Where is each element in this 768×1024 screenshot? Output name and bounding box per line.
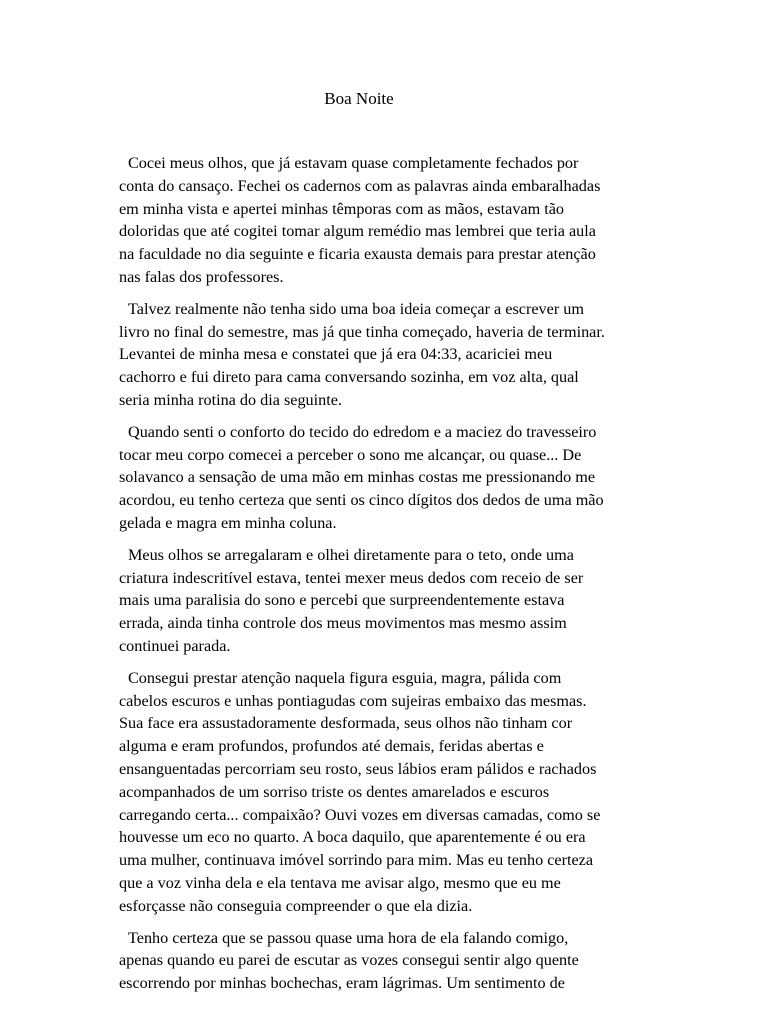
paragraph-line: doloridas que até cogitei tomar algum remédio mas lembrei que teria aula [119, 222, 596, 241]
paragraph-line: cabelos escuros e unhas pontiagudas com sujeiras embaixo das mesmas. [119, 691, 587, 710]
paragraph-line: Tenho certeza que se passou quase uma hora de ela falando comigo, [128, 928, 569, 947]
paragraph-line: criatura indescritível estava, tentei mexer meus dedos com receio de ser [119, 568, 584, 587]
paragraph-line: apenas quando eu parei de escutar as vozes consegui sentir algo quente [119, 951, 579, 970]
paragraph [110, 298, 658, 412]
paragraph-line: errada, ainda tinha controle dos meus movimentos mas mesmo assim [119, 614, 567, 633]
paragraph-line: cachorro e fui direto para cama conversando sozinha, em voz alta, qual [119, 368, 579, 387]
paragraph-line: Levantei de minha mesa e constatei que já era 04:33, acariciei meu [119, 345, 553, 364]
paragraph-line: seria minha rotina do dia seguinte. [119, 390, 342, 409]
paragraph [110, 544, 658, 658]
paragraph-line: carregando certa... compaixão? Ouvi vozes em diversas camadas, como se [119, 805, 601, 824]
paragraph-line: na faculdade no dia seguinte e ficaria exausta demais para prestar atenção [119, 245, 596, 264]
paragraph [110, 927, 658, 995]
paragraph-line: conta do cansaço. Fechei os cadernos com as palavras ainda embaralhadas [119, 176, 601, 195]
paragraph-line: uma mulher, continuava imóvel sorrindo para mim. Mas eu tenho certeza [119, 851, 594, 870]
paragraph-line: continuei parada. [119, 636, 231, 655]
paragraph-line: Talvez realmente não tenha sido uma boa ideia começar a escrever um [128, 299, 584, 318]
paragraph-line: escorrendo por minhas bochechas, eram lágrimas. Um sentimento de [119, 974, 565, 993]
paragraph-line: livro no final do semestre, mas já que tinha começado, haveria de terminar. [119, 322, 605, 341]
paragraph-line: mais uma paralisia do sono e percebi que surpreendentemente estava [119, 591, 565, 610]
paragraph-line: Meus olhos se arregalaram e olhei diretamente para o teto, onde uma [128, 545, 574, 564]
paragraph-line: Sua face era assustadoramente desformada, seus olhos não tinham cor [119, 714, 573, 733]
paragraph [110, 421, 658, 535]
paragraph-line: que a voz vinha dela e ela tentava me avisar algo, mesmo que eu me [119, 873, 561, 892]
document-body [110, 152, 658, 1004]
paragraph-line: Quando senti o conforto do tecido do edredom e a maciez do travesseiro [128, 422, 597, 441]
document-title: Boa Noite [324, 89, 394, 108]
paragraph [110, 667, 658, 918]
paragraph-line: gelada e magra em minha coluna. [119, 513, 337, 532]
paragraph-line: em minha vista e apertei minhas têmporas com as mãos, estavam tão [119, 199, 565, 218]
paragraph-line: Consegui prestar atenção naquela figura esguia, magra, pálida com [128, 668, 562, 687]
paragraph-line: solavanco a sensação de uma mão em minhas costas me pressionando me [119, 468, 596, 487]
paragraph-line: esforçasse não conseguia compreender o que ela dizia. [119, 896, 473, 915]
paragraph-line: acompanhados de um sorriso triste os dentes amarelados e escuros [119, 782, 550, 801]
paragraph-line: ensanguentadas percorriam seu rosto, seus lábios eram pálidos e rachados [119, 759, 597, 778]
paragraph-line: houvesse um eco no quarto. A boca daquilo, que aparentemente é ou era [119, 828, 586, 847]
paragraph-line: Cocei meus olhos, que já estavam quase completamente fechados por [128, 154, 579, 172]
paragraph-line: alguma e eram profundos, profundos até demais, feridas abertas e [119, 737, 544, 756]
paragraph-line: tocar meu corpo comecei a perceber o sono me alcançar, ou quase... De [119, 445, 582, 464]
paragraph-line: nas falas dos professores. [119, 267, 284, 286]
paragraph-line: acordou, eu tenho certeza que senti os cinco dígitos dos dedos de uma mão [119, 491, 604, 510]
paragraph [110, 152, 658, 289]
